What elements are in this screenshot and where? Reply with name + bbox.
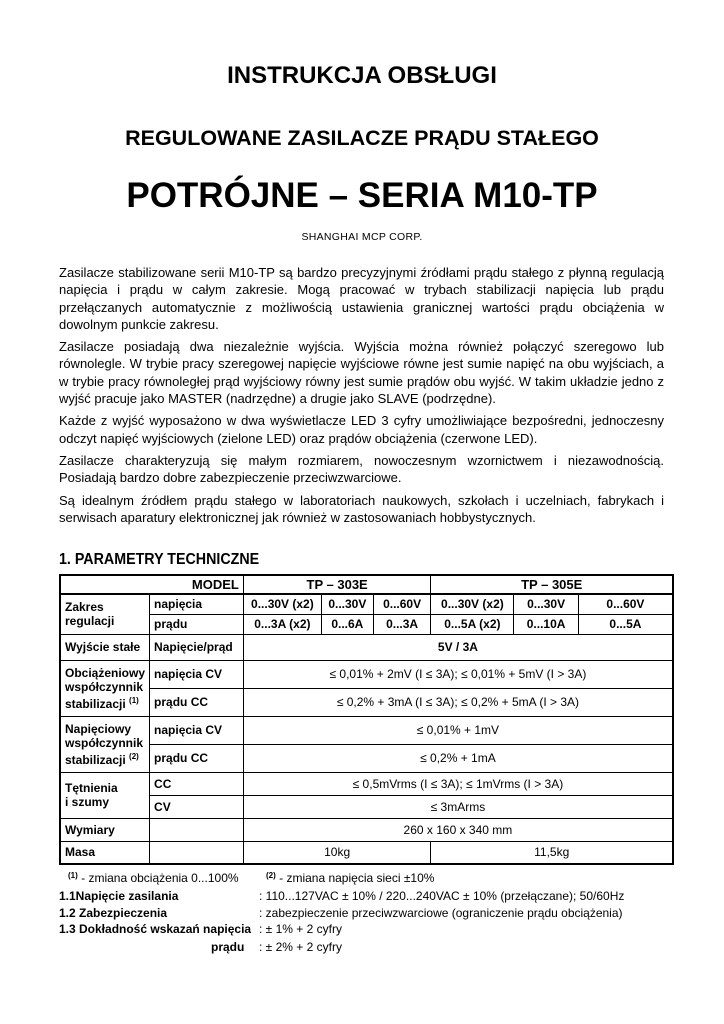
value-nap-cv: ≤ 0,01% + 1mV (243, 716, 673, 744)
label-obc-line3: stabilizacji (65, 696, 126, 711)
cell-v: 0...30V (321, 594, 373, 614)
cell-a: 0...10A (514, 614, 579, 634)
value-masa-305: 11,5kg (431, 841, 673, 864)
spec-table (59, 574, 674, 865)
label-zakres-line2: regulacji (65, 614, 115, 629)
param-value: : 110...127VAC ± 10% / 220...240VAC ± 10% (przełączane); 50/60Hz (259, 889, 625, 903)
cell-v: 0...30V (514, 594, 579, 614)
empty-cell (150, 841, 244, 864)
empty-cell (150, 818, 244, 841)
title-seria: POTRÓJNE – SERIA M10-TP (126, 176, 598, 215)
label-obc-line2: współczynnik (65, 679, 144, 694)
cell-a: 0...5A (578, 614, 673, 634)
label-tetnienia (60, 772, 150, 818)
label-tet-line2: i szumy (65, 795, 110, 809)
label-napiecia-cv: napięcia CV (150, 716, 244, 744)
label-masa: Masa (60, 841, 150, 864)
label-napiecia: napięcia (150, 594, 244, 614)
footnote-marker: (1) (129, 695, 139, 705)
intro-text (59, 264, 664, 531)
value-nap-cc: ≤ 0,2% + 1mA (243, 744, 673, 772)
footnote-2 (266, 871, 434, 885)
cell-a: 0...3A (x2) (243, 614, 321, 634)
param-key (59, 889, 178, 903)
model-tp305e: TP – 305E (431, 575, 673, 594)
value-tet-cc: ≤ 0,5mVrms (I ≤ 3A); ≤ 1mVrms (I > 3A) (243, 772, 673, 795)
paragraph: Zasilacze stabilizowane serii M10-TP są bardzo precyzyjnymi źródłami prądu stałego z płynną regulacją napięcia i prądu w całym zakresie. Mogą pracować w trybach stabilizacji napięcia lub prądu przełączanych automatycznie z możliwością ustawienia granicznej wartości prądu obciążenia w dowolnym punkcie zakresu. (59, 265, 664, 332)
param-value: : zabezpieczenie przeciwzwarciowe (ograniczenie prądu obciążenia) (259, 906, 623, 920)
param-key (211, 940, 244, 954)
label-napprad: Napięcie/prąd (150, 634, 244, 660)
value-masa-303: 10kg (243, 841, 431, 864)
footnote-marker: (2) (129, 751, 139, 761)
label-nap-line1: Napięciowy (65, 721, 132, 736)
value-wyjscie: 5V / 3A (243, 634, 673, 660)
footnote-2-text: - zmiana napięcia sieci ±10% (275, 871, 435, 885)
cell-v: 0...60V (373, 594, 431, 614)
company-name: SHANGHAI MCP CORP. (301, 231, 423, 243)
cell-a: 0...3A (373, 614, 431, 634)
model-tp303e: TP – 303E (243, 575, 431, 594)
param-label: 1.3 Dokładność wskazań napięcia (59, 922, 252, 936)
param-value: : ± 1% + 2 cyfry (259, 922, 342, 936)
param-label: 1.1Napięcie zasilania (59, 889, 179, 903)
label-wyjscie: Wyjście stałe (60, 634, 150, 660)
label-cc: CC (150, 772, 244, 795)
cell-a: 0...5A (x2) (431, 614, 514, 634)
label-nap-line2: współczynnik (65, 735, 144, 750)
label-tet-line1: Tętnienia (65, 781, 118, 795)
label-nap-line3: stabilizacji (65, 752, 126, 767)
value-obc-cc: ≤ 0,2% + 3mA (I ≤ 3A); ≤ 0,2% + 5mA (I > 3A) (243, 688, 673, 716)
param-key (59, 906, 167, 920)
label-napieciowy (60, 716, 150, 772)
footnote-2-marker: (2) (266, 871, 276, 880)
label-zakres-line1: Zakres (65, 600, 104, 615)
cell-v: 0...30V (x2) (431, 594, 514, 614)
label-obciazeniowy (60, 660, 150, 716)
label-obc-line1: Obciążeniowy (65, 665, 146, 680)
cell-v: 0...30V (x2) (243, 594, 321, 614)
paragraph: Są idealnym źródłem prądu stałego w laboratoriach naukowych, szkołach i uczelniach, fabrykach i serwisach aparatury elektronicznej jak również w zastosowaniach hobbystycznych. (59, 492, 664, 525)
cell-v: 0...60V (578, 594, 673, 614)
label-zakres (60, 594, 150, 634)
title-instrukcja: INSTRUKCJA OBSŁUGI (227, 62, 497, 89)
paragraph: Każde z wyjść wyposażono w dwa wyświetlacze LED 3 cyfry umożliwiające bezpośredni, jednoczesny odczyt napięć wyjściowych (zielone LED) oraz prądów obciążenia (czerwone LED). (59, 413, 664, 446)
footnote-1 (68, 871, 239, 885)
param-label: prądu (211, 940, 245, 954)
paragraph: Zasilacze posiadają dwa niezależnie wyjścia. Wyjścia można również połączyć szeregowo lub równolegle. W trybie pracy szeregowej napięcie wyjściowe równe jest sumie napięć na obu wyjściach, a w trybie pracy równoległej prąd wyjściowy równy jest sumie prądów obu wyjść. W takim układzie jedno z wyjść pracuje jako MASTER (nadrzędne) a drugie jako SLAVE (podrzędne). (59, 339, 664, 407)
paragraph: Zasilacze charakteryzują się małym rozmiarem, nowoczesnym wzornictwem i niezawodnością. Posiadają bardzo dobre zabezpieczenie przeciwzwarciowe. (59, 452, 664, 486)
label-napiecia-cv: napięcia CV (150, 660, 244, 688)
label-pradu-cc: prądu CC (150, 744, 244, 772)
value-wymiary: 260 x 160 x 340 mm (243, 818, 673, 841)
value-obc-cv: ≤ 0,01% + 2mV (I ≤ 3A); ≤ 0,01% + 5mV (I > 3A) (243, 660, 673, 688)
param-value: : ± 2% + 2 cyfry (259, 940, 342, 954)
model-header: MODEL (60, 575, 243, 594)
title-zasilacze: REGULOWANE ZASILACZE PRĄDU STAŁEGO (125, 126, 599, 150)
value-tet-cv: ≤ 3mArms (243, 795, 673, 818)
label-wymiary: Wymiary (60, 818, 150, 841)
label-cv: CV (150, 795, 244, 818)
label-pradu-cc: prądu CC (150, 688, 244, 716)
param-label: 1.2 Zabezpieczenia (59, 906, 168, 920)
label-pradu: prądu (150, 614, 244, 634)
footnote-1-text: - zmiana obciążenia 0...100% (77, 871, 239, 885)
cell-a: 0...6A (321, 614, 373, 634)
footnote-1-marker: (1) (68, 871, 78, 880)
param-key (59, 922, 251, 936)
section-heading: 1. PARAMETRY TECHNICZNE (59, 551, 260, 568)
